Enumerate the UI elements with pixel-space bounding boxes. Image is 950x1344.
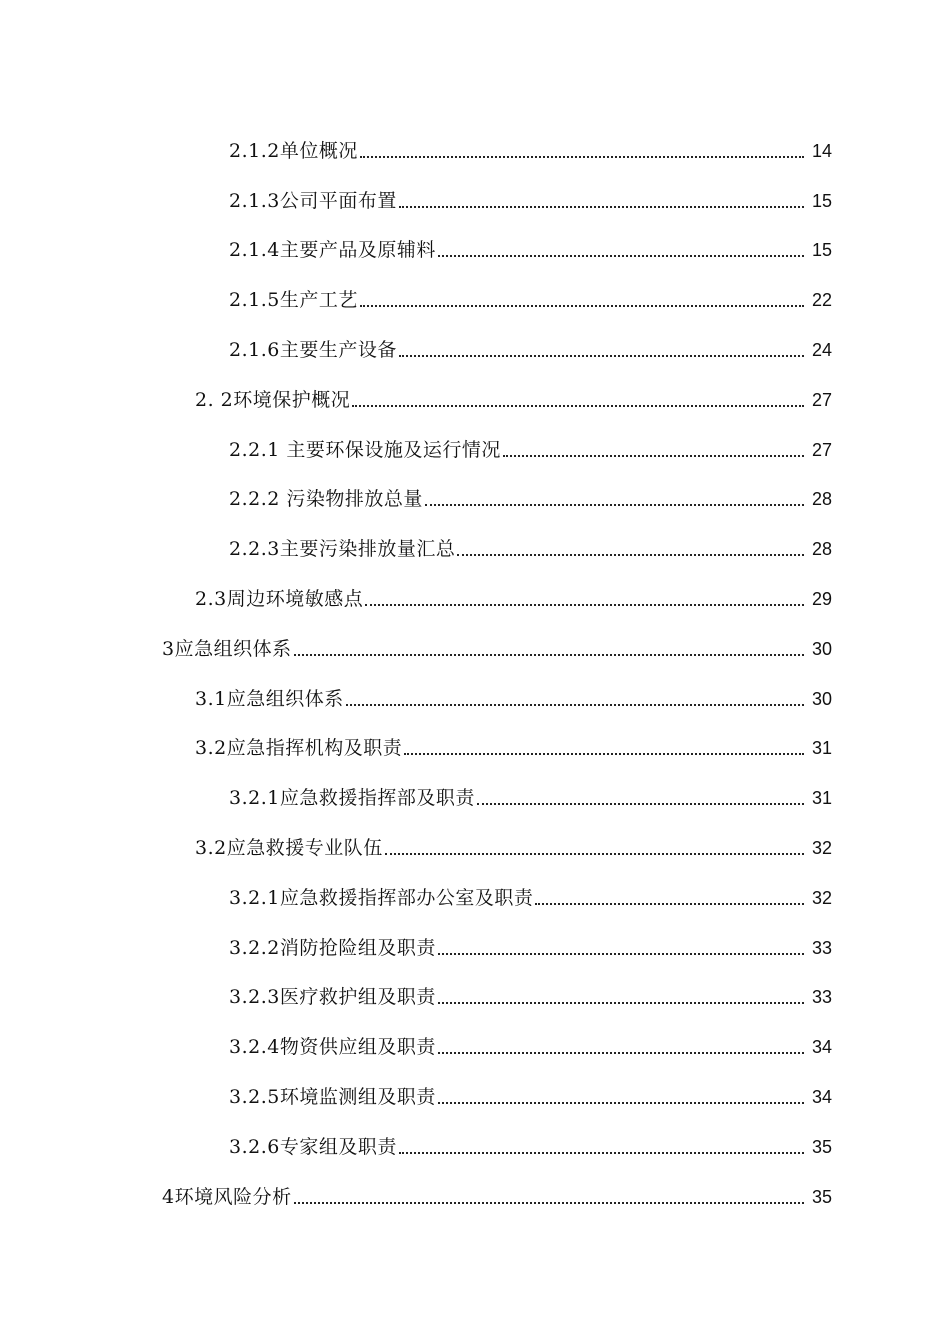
toc-entry-title: 2.2.3主要污染排放量汇总: [229, 538, 456, 561]
toc-entry[interactable]: [0, 923, 950, 973]
toc-dot-leader: [404, 753, 804, 755]
toc-page-number: 22: [811, 290, 832, 311]
toc-entry[interactable]: [0, 674, 950, 724]
toc-entry-title: 3.2.2消防抢险组及职责: [229, 936, 436, 959]
toc-dot-leader: [438, 1002, 804, 1004]
toc-dot-leader: [399, 355, 804, 357]
toc-page-number: 31: [811, 788, 832, 809]
toc-dot-leader: [294, 1202, 804, 1204]
toc-page-number: 34: [811, 1037, 832, 1058]
toc-entry[interactable]: [0, 475, 950, 525]
toc-page-number: 30: [811, 638, 832, 659]
toc-entry-title: 3应急组织体系: [162, 637, 292, 660]
toc-entry-title: 2.1.6主要生产设备: [229, 338, 397, 361]
toc-page-number: 33: [811, 987, 832, 1008]
toc-entry[interactable]: [0, 973, 950, 1023]
toc-entry[interactable]: [0, 574, 950, 624]
toc-entry-title: 2.1.5生产工艺: [229, 289, 358, 312]
toc-entry[interactable]: [0, 425, 950, 475]
toc-entry[interactable]: [0, 724, 950, 774]
toc-entry[interactable]: [0, 1022, 950, 1072]
toc-entry[interactable]: [0, 275, 950, 325]
toc-dot-leader: [503, 455, 804, 457]
toc-entry-title: 3.2.3医疗救护组及职责: [229, 986, 436, 1009]
toc-page-number: 32: [811, 837, 832, 858]
toc-entry[interactable]: [0, 823, 950, 873]
toc-entry-title: 3.1应急组织体系: [195, 687, 344, 710]
toc-entry-title: 4环境风险分析: [162, 1185, 292, 1208]
toc-page-number: 27: [811, 439, 832, 460]
toc-entry-title: 3.2应急指挥机构及职责: [195, 737, 403, 760]
toc-entry-title: 3.2.1应急救援指挥部办公室及职责: [229, 886, 534, 909]
toc-page-number: 15: [811, 190, 832, 211]
toc-entry[interactable]: [0, 325, 950, 375]
toc-entry[interactable]: [0, 226, 950, 276]
toc-page-number: 30: [811, 688, 832, 709]
toc-entry-title: 3.2应急救援专业队伍: [195, 836, 383, 859]
toc-entry[interactable]: [0, 524, 950, 574]
toc-dot-leader: [360, 305, 804, 307]
toc-entry-title: 3.2.4物资供应组及职责: [229, 1036, 436, 1059]
toc-entry[interactable]: [0, 176, 950, 226]
toc-page-number: 29: [811, 588, 832, 609]
toc-dot-leader: [294, 654, 804, 656]
toc-dot-leader: [360, 156, 804, 158]
toc-dot-leader: [399, 1152, 804, 1154]
toc-entry[interactable]: [0, 1122, 950, 1172]
toc-page-number: 35: [811, 1136, 832, 1157]
toc-page-number: 15: [811, 240, 832, 261]
toc-entry[interactable]: [0, 126, 950, 176]
toc-entry-title: 2.2.1 主要环保设施及运行情况: [229, 438, 501, 461]
toc-dot-leader: [399, 206, 804, 208]
toc-dot-leader: [535, 903, 804, 905]
toc-page-number: 33: [811, 937, 832, 958]
toc-entry[interactable]: [0, 773, 950, 823]
toc-dot-leader: [352, 405, 804, 407]
toc-dot-leader: [477, 803, 804, 805]
toc-page-number: 28: [811, 489, 832, 510]
table-of-contents: [0, 126, 950, 1222]
toc-entry-title: 3.2.1应急救援指挥部及职责: [229, 787, 475, 810]
toc-dot-leader: [438, 1102, 804, 1104]
toc-page-number: 14: [811, 140, 832, 161]
toc-entry-title: 3.2.5环境监测组及职责: [229, 1085, 436, 1108]
toc-dot-leader: [346, 704, 804, 706]
toc-page-number: 28: [811, 539, 832, 560]
toc-dot-leader: [385, 853, 804, 855]
toc-dot-leader: [425, 504, 804, 506]
toc-page-number: 34: [811, 1086, 832, 1107]
toc-entry-title: 2. 2环境保护概况: [195, 388, 351, 411]
toc-page-number: 35: [811, 1186, 832, 1207]
toc-entry[interactable]: [0, 624, 950, 674]
toc-entry-title: 3.2.6专家组及职责: [229, 1135, 397, 1158]
toc-entry[interactable]: [0, 873, 950, 923]
toc-page-number: 31: [811, 738, 832, 759]
toc-entry-title: 2.2.2 污染物排放总量: [229, 488, 423, 511]
toc-entry[interactable]: [0, 375, 950, 425]
toc-dot-leader: [438, 255, 804, 257]
toc-entry-title: 2.1.3公司平面布置: [229, 189, 397, 212]
toc-dot-leader: [457, 554, 804, 556]
toc-page-number: 27: [811, 389, 832, 410]
toc-entry-title: 2.1.4主要产品及原辅料: [229, 239, 436, 262]
toc-dot-leader: [438, 953, 804, 955]
toc-page-number: 32: [811, 887, 832, 908]
toc-dot-leader: [438, 1052, 804, 1054]
toc-entry[interactable]: [0, 1172, 950, 1222]
toc-page-number: 24: [811, 339, 832, 360]
toc-entry-title: 2.1.2单位概况: [229, 139, 358, 162]
toc-dot-leader: [365, 604, 804, 606]
toc-entry[interactable]: [0, 1072, 950, 1122]
toc-entry-title: 2.3周边环境敏感点: [195, 587, 364, 610]
